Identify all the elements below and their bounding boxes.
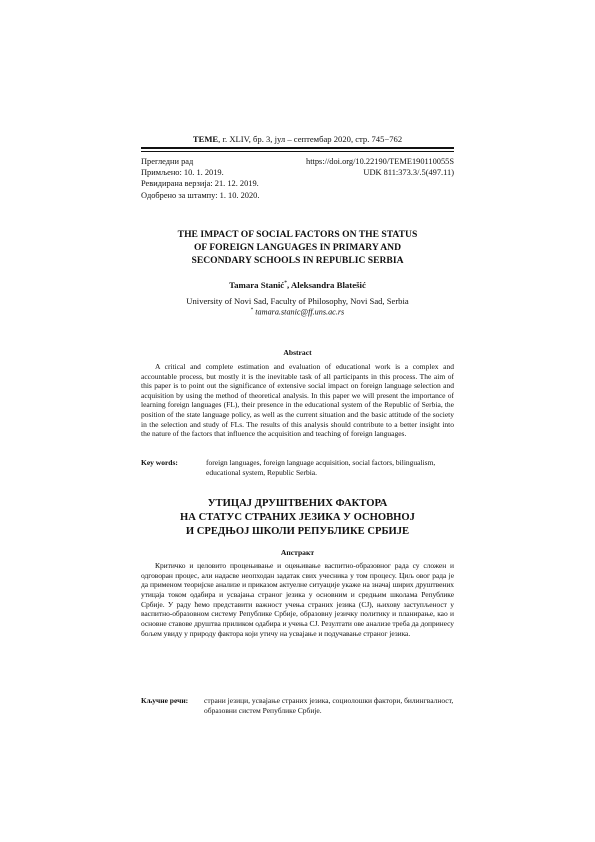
title-sr-line-2: НА СТАТУС СТРАНИХ ЈЕЗИКА У ОСНОВНОЈ (180, 512, 415, 524)
authors (141, 278, 454, 291)
journal-details: , г. XLIV, бр. 3, јул – септембар 2020, стр. 745−762 (218, 134, 403, 144)
author-1-mark: * (284, 280, 287, 286)
abstract-heading-serbian: Апстракт (280, 548, 315, 557)
keywords-sr-colon: : (185, 696, 189, 705)
received-date: Примљено: 10. 1. 2019. (141, 168, 224, 178)
accepted-date: Одобрено за штампу: 1. 10. 2020. (141, 190, 260, 200)
keywords-label: Key words (141, 458, 176, 467)
revised-date: Ревидирана верзија: 21. 12. 2019. (141, 179, 259, 189)
title-sr-line-3: И СРЕДЊОЈ ШКОЛИ РЕПУБЛИКЕ СРБИЈЕ (185, 526, 410, 538)
abstract-text: A critical and complete estimation and evaluation of educational work is a complex and accountable process, but mostly it is the inevitable task of all participants in this process. The aim of this paper is to point out the significance of extensive social impact on foreign language selection and acquisition by using the method of theoretical analysis. In this paper we will present the importance of learning foreign languages (FL), their presence in the educational system of the Republic of Serbia, the position of the state language policy, as well as the current situation and the basic attitude of the society in the selection and study of FLs. The results of this analysis should contribute to a better insight into the nature of the factors that influence the acquisition and teaching of foreign languages. (141, 362, 454, 439)
title-en-line-1: THE IMPACT OF SOCIAL FACTORS ON THE STATUS (177, 229, 418, 240)
author-email (141, 306, 454, 318)
doi-link[interactable]: https://doi.org/10.22190/TEME190110055S (306, 157, 454, 166)
title-serbian (141, 497, 454, 540)
header-rule-thin (141, 151, 454, 152)
keywords-text: foreign languages, foreign language acquisition, social factors, bilingualism, educational system, Republic Serbia. (206, 458, 436, 477)
author-separator: , (286, 279, 291, 290)
title-en-line-3: SECONDARY SCHOOLS IN REPUBLIC SERBIA (191, 255, 404, 266)
keywords-sr-label: Кључне речи (141, 696, 186, 705)
email-mark: * (250, 308, 254, 313)
journal-header (141, 134, 454, 145)
affiliation: University of Novi Sad, Faculty of Philosophy, Novi Sad, Serbia (186, 296, 409, 306)
keywords-serbian (141, 696, 454, 715)
author-1: Tamara Stanić (229, 279, 285, 290)
title-english (141, 228, 454, 267)
abstract-text-serbian: Критичко и целовито процењивање и оцењивање васпитно-образовног рада су сложен и одговоран процес, али надасве неопходан задатак свих учесника у том процесу. Циљ овог рада је да применом теоријске анализе и приказом актуелне ситуације укаже на значај ширих друштвених утицаја током одабира и усвајања страног језика у основним и средњим школама Републике Србије. У раду ћемо представити важност учења страних језика (СЈ), њихову заступљеност у васпитно-образовном систему Републике Србије, образовну језичку политику и планирање, као и основне ставове друштва приликом одабира и учења СЈ. Резултати ове анализе треба да допринесу бољем увиду у природу фактора који утичу на усвајање и подучавање страног језика. (141, 561, 454, 638)
keywords-colon: : (175, 458, 178, 467)
keywords-english (141, 458, 454, 477)
author-2: Aleksandra Blatešić (290, 279, 366, 290)
title-en-line-2: OF FOREIGN LANGUAGES IN PRIMARY AND (193, 242, 402, 253)
abstract-heading: Abstract (283, 348, 312, 357)
article-metadata (141, 156, 454, 201)
keywords-sr-text: страни језици, усвајање страних језика, социолошки фактори, билингвалност, образовни систем Републике Србије. (204, 696, 454, 715)
journal-name: TEME (192, 134, 219, 144)
header-rule-thick (141, 147, 454, 149)
email-address[interactable]: tamara.stanic@ff.uns.ac.rs (253, 307, 345, 317)
title-sr-line-1: УТИЦАЈ ДРУШТВЕНИХ ФАКТОРА (207, 498, 388, 509)
paper-type: Прегледни рад (141, 157, 194, 166)
udk-code: UDK 811:373.3/.5(497.11) (363, 168, 454, 178)
